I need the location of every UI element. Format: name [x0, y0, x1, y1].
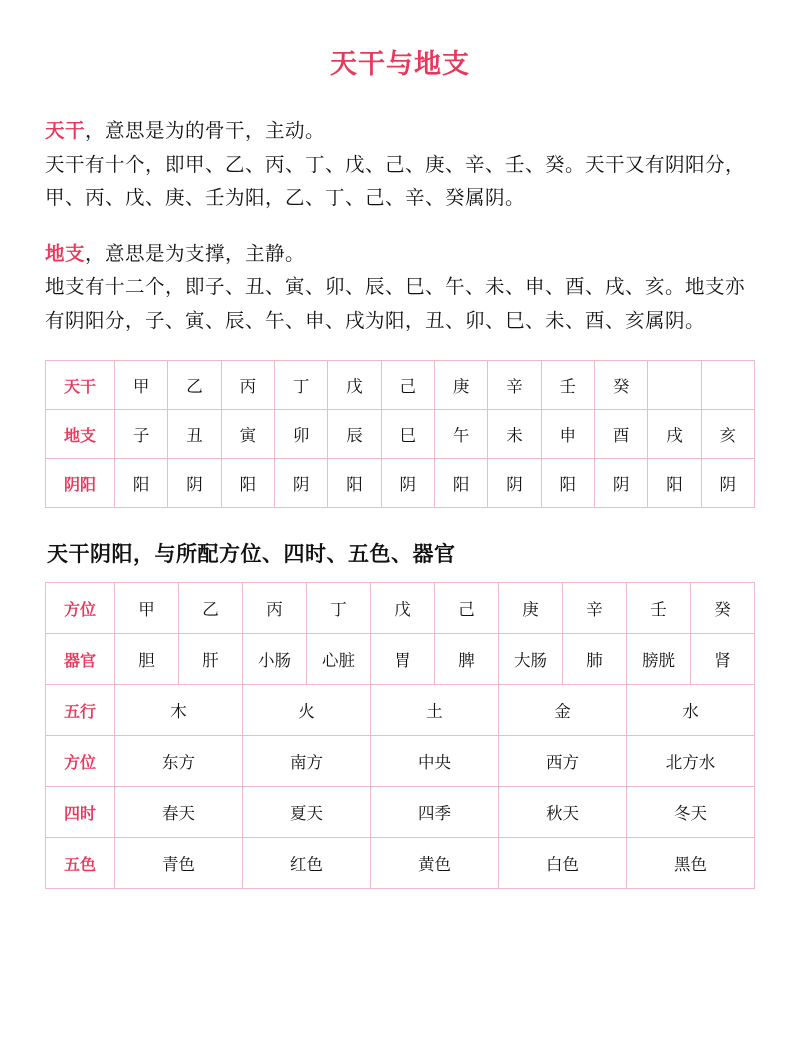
cell-qiguan-9: 膀胱: [627, 634, 691, 685]
cell-dizhi-9: 申: [541, 410, 594, 459]
cell-wuse-3: 黄色: [371, 838, 499, 889]
cell-dizhi-6: 巳: [381, 410, 434, 459]
table-row: [46, 736, 755, 787]
row-header-qiguan: 器官: [46, 634, 115, 685]
section-title-tiangan-yinyang: 天干阴阳，与所配方位、四时、五色、器官: [47, 543, 456, 567]
cell-dizhi-3: 寅: [221, 410, 274, 459]
cell-wuxing-1: 木: [115, 685, 243, 736]
cell-tiangan-10: 癸: [594, 361, 647, 410]
cell-gan-6: 己: [435, 583, 499, 634]
cell-fangwei-1: 东方: [115, 736, 243, 787]
paragraph-tiangan-body: 天干有十个，即甲、乙、丙、丁、戊、己、庚、辛、壬、癸。天干又有阴阳分，甲、丙、戊、庚、壬为阳，乙、丁、己、辛、癸属阴。: [45, 153, 746, 210]
cell-gan-7: 庚: [499, 583, 563, 634]
table-row: [46, 685, 755, 736]
table-row: [46, 634, 755, 685]
cell-gan-1: 甲: [115, 583, 179, 634]
cell-qiguan-5: 胃: [371, 634, 435, 685]
cell-sishi-5: 冬天: [627, 787, 755, 838]
cell-dizhi-7: 午: [434, 410, 487, 459]
cell-dizhi-1: 子: [115, 410, 168, 459]
cell-wuxing-2: 火: [243, 685, 371, 736]
cell-wuse-5: 黑色: [627, 838, 755, 889]
cell-yinyang-2: 阴: [168, 459, 221, 508]
table-row: [46, 410, 755, 459]
cell-sishi-2: 夏天: [243, 787, 371, 838]
row-header-dizhi: 地支: [46, 410, 115, 459]
cell-fangwei-2: 南方: [243, 736, 371, 787]
cell-yinyang-10: 阴: [594, 459, 647, 508]
paragraph-dizhi-body: 地支有十二个，即子、丑、寅、卯、辰、巳、午、未、申、酉、戌、亥。地支亦有阴阳分，子、寅、辰、午、申、戌为阳，丑、卯、巳、未、酉、亥属阴。: [45, 276, 746, 332]
table-tiangan-attributes: [45, 582, 755, 889]
table-row: [46, 583, 755, 634]
paragraph-dizhi-lead: ，意思是为支撑，主静。: [85, 242, 306, 265]
cell-tiangan-4: 丁: [274, 361, 327, 410]
row-header-wuse: 五色: [46, 838, 115, 889]
cell-tiangan-8: 辛: [488, 361, 541, 410]
cell-gan-9: 壬: [627, 583, 691, 634]
cell-yinyang-4: 阴: [274, 459, 327, 508]
cell-qiguan-2: 肝: [179, 634, 243, 685]
cell-tiangan-6: 己: [381, 361, 434, 410]
cell-yinyang-1: 阳: [115, 459, 168, 508]
row-header-sishi: 四时: [46, 787, 115, 838]
cell-qiguan-3: 小肠: [243, 634, 307, 685]
cell-yinyang-9: 阳: [541, 459, 594, 508]
keyword-dizhi: 地支: [45, 242, 86, 265]
cell-wuxing-5: 水: [627, 685, 755, 736]
row-header-tiangan: 天干: [46, 361, 115, 410]
cell-wuse-1: 青色: [115, 838, 243, 889]
table-row: [46, 361, 755, 410]
cell-dizhi-4: 卯: [274, 410, 327, 459]
cell-yinyang-7: 阳: [434, 459, 487, 508]
cell-dizhi-12: 亥: [701, 410, 754, 459]
cell-dizhi-2: 丑: [168, 410, 221, 459]
cell-gan-5: 戊: [371, 583, 435, 634]
cell-tiangan-7: 庚: [434, 361, 487, 410]
cell-sishi-3: 四季: [371, 787, 499, 838]
table-row: [46, 838, 755, 889]
cell-dizhi-11: 戌: [648, 410, 701, 459]
cell-gan-3: 丙: [243, 583, 307, 634]
cell-tiangan-12: [701, 361, 754, 410]
cell-yinyang-6: 阴: [381, 459, 434, 508]
cell-tiangan-1: 甲: [115, 361, 168, 410]
cell-qiguan-1: 胆: [115, 634, 179, 685]
row-header-fangwei: 方位: [46, 736, 115, 787]
cell-dizhi-10: 酉: [594, 410, 647, 459]
cell-fangwei-5: 北方水: [627, 736, 755, 787]
cell-dizhi-5: 辰: [328, 410, 381, 459]
cell-qiguan-10: 肾: [691, 634, 755, 685]
cell-wuxing-3: 土: [371, 685, 499, 736]
row-header-yinyang: 阴阳: [46, 459, 115, 508]
cell-gan-4: 丁: [307, 583, 371, 634]
row-header-wuxing: 五行: [46, 685, 115, 736]
cell-qiguan-6: 脾: [435, 634, 499, 685]
cell-fangwei-4: 西方: [499, 736, 627, 787]
paragraph-tiangan: [45, 115, 755, 216]
cell-gan-2: 乙: [179, 583, 243, 634]
cell-yinyang-11: 阳: [648, 459, 701, 508]
paragraph-dizhi: [45, 238, 755, 339]
row-header-fangwei-top: 方位: [46, 583, 115, 634]
cell-tiangan-9: 壬: [541, 361, 594, 410]
cell-qiguan-8: 肺: [563, 634, 627, 685]
table-row: [46, 787, 755, 838]
cell-yinyang-8: 阴: [488, 459, 541, 508]
cell-yinyang-5: 阳: [328, 459, 381, 508]
page-title: 天干与地支: [330, 49, 470, 79]
cell-yinyang-12: 阴: [701, 459, 754, 508]
cell-tiangan-11: [648, 361, 701, 410]
cell-yinyang-3: 阳: [221, 459, 274, 508]
cell-wuse-2: 红色: [243, 838, 371, 889]
cell-sishi-4: 秋天: [499, 787, 627, 838]
keyword-tiangan: 天干: [45, 120, 86, 142]
cell-tiangan-3: 丙: [221, 361, 274, 410]
cell-dizhi-8: 未: [488, 410, 541, 459]
cell-gan-8: 辛: [563, 583, 627, 634]
cell-wuxing-4: 金: [499, 685, 627, 736]
cell-qiguan-4: 心脏: [307, 634, 371, 685]
cell-wuse-4: 白色: [499, 838, 627, 889]
cell-tiangan-2: 乙: [168, 361, 221, 410]
cell-sishi-1: 春天: [115, 787, 243, 838]
paragraph-tiangan-lead: ，意思是为的骨干，主动。: [85, 120, 326, 142]
table-ganzhi-yinyang: [45, 360, 755, 508]
cell-qiguan-7: 大肠: [499, 634, 563, 685]
cell-tiangan-5: 戊: [328, 361, 381, 410]
cell-fangwei-3: 中央: [371, 736, 499, 787]
table-row: [46, 459, 755, 508]
cell-gan-10: 癸: [691, 583, 755, 634]
